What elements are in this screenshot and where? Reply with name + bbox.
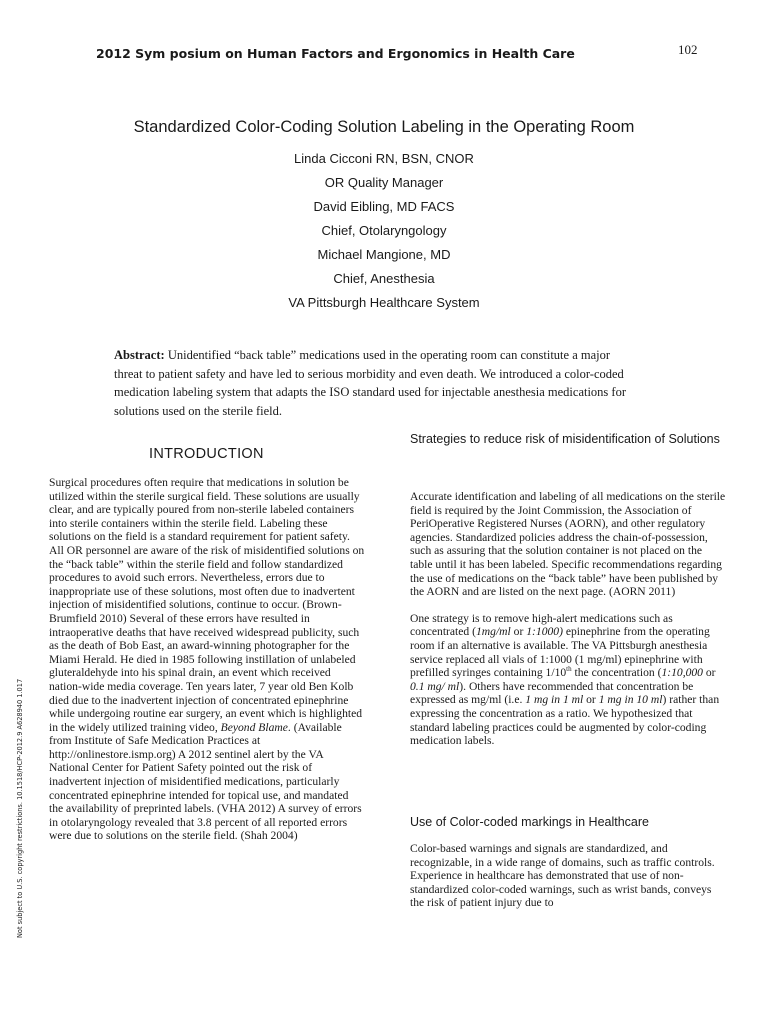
text-run: 1 mg in 10 ml <box>598 693 663 707</box>
text-run: or <box>510 625 527 639</box>
right-column-lower <box>410 842 726 923</box>
superscript: th <box>566 665 572 674</box>
introduction-paragraph <box>49 476 365 843</box>
author-line: VA Pittsburgh Healthcare System <box>288 295 480 310</box>
author-line: David Eibling, MD FACS <box>313 199 455 214</box>
left-column <box>49 476 365 856</box>
text-run: epinephrine from the operating room if an alternative is available. The VA Pittsburgh anesthesia service replaced all vials of 1:1000 (1 mg/ml) epinephrine with prefilled syringes containing 1/10 <box>410 625 710 680</box>
text-run: 1mg/ml <box>475 625 511 639</box>
text-run: 1:10,000 <box>661 666 703 680</box>
running-head: 2012 Sym posium on Human Factors and Ergonomics in Health Care <box>96 46 575 61</box>
paper-title: Standardized Color-Coding Solution Labeling in the Operating Room <box>133 118 635 136</box>
author-line: Chief, Anesthesia <box>333 271 435 286</box>
text-run: Surgical procedures often require that medications in solution be utilized within the sterile surgical field. These solutions are usually clear, and are typically poured from non-sterile labeled containers into sterile containers within the sterile field. Labeling these solutions on the field is a standard requirement for patient safety. All OR personnel are aware of the risk of misidentified solutions on the “back table” within the sterile field and follow standardized procedures to avoid such errors. Nevertheless, errors due to inappropriate use of these solutions, most often due to inadvertent injection of misidentified solutions, continue to occur. (Brown-Brumfield 2010) Several of these errors have resulted in intraoperative deaths that have received widespread publicity, such as the death of Bob East, an award-winning photographer for the Miami Herald. He died in 1985 following instillation of unlabeled gluteraldehyde into his spinal drain, an event which received nation-wide media coverage. Ten years later, 7 year old Ben Kolb died due to the inadvertent injection of concentrated epinephrine while undergoing routine ear surgery, an event which is highlighted in the widely utilized training video, <box>49 476 365 734</box>
text-run: or <box>583 693 599 707</box>
text-run: 1 mg in 1 ml <box>525 693 584 707</box>
page-number: 102 <box>678 42 698 57</box>
author-line: Linda Cicconi RN, BSN, CNOR <box>294 151 474 166</box>
abstract-label: Abstract: <box>114 348 165 362</box>
introduction-heading: INTRODUCTION <box>149 446 264 462</box>
text-run: 0.1 mg/ ml <box>410 679 460 693</box>
text-run: or <box>702 666 716 680</box>
abstract-text: Unidentified “back table” medications used in the operating room can constitute a major threat to patient safety and have led to serious morbidity and even death. We introduced a color-coded medication labeling system that adapts the ISO standard used for injectable anesthesia medications for solutions used on the sterile field. <box>114 348 626 418</box>
color-coded-paragraph: Color-based warnings and signals are standardized, and recognizable, in a wide range of domains, such as traffic controls. Experience in healthcare has demonstrated that use of non-standardized color-coded warnings, such as wrist bands, conveys the risk of patient injury due to <box>410 842 715 910</box>
right-column <box>410 490 726 761</box>
abstract <box>114 346 634 420</box>
strategies-heading: Strategies to reduce risk of misidentification of Solutions <box>410 432 720 446</box>
author-line: OR Quality Manager <box>324 175 444 190</box>
strategies-paragraph-1: Accurate identification and labeling of all medications on the sterile field is required by the Joint Commission, the Association of PeriOperative Registered Nurses (AORN), and other regulatory agencies. Standardized policies address the chain-of-possession, such as assuring that the solution container is not placed on the table until it has been labeled. Specific recommendations regarding the use of medications on the “back table” have been published by the AORN and are listed on the next page. (AORN 2011) <box>410 490 726 599</box>
strategies-paragraph-2 <box>410 612 726 748</box>
text-run: 1:1000) <box>526 625 563 639</box>
copyright-side-note: Not subject to U.S. copyright restrictions. 10.1518/HCP-2012.9 A628940 1.017 <box>16 678 24 938</box>
author-line: Michael Mangione, MD <box>317 247 451 262</box>
text-run: ) rather than expressing the concentration as a ratio. We hypothesized that standard labeling practices could be augmented by color-coding medication labels. <box>410 693 720 748</box>
color-coded-heading: Use of Color-coded markings in Healthcare <box>410 815 649 829</box>
text-run: . (Available from Institute of Safe Medication Practices at http://onlinestore.ismp.org) A 2012 sentinel alert by the VA National Center for Patient Safety pointed out the risk of inadvertent injection of misidentified medications, particularly concentrated epinephrine intended for topical use, and mandated the availability of preprinted labels. (VHA 2012) A survey of errors in otolaryngology revealed that 3.8 percent of all reported errors were due to solutions on the sterile field. (Shah 2004) <box>49 720 362 843</box>
author-line: Chief, Otolaryngology <box>321 223 447 238</box>
text-run: the concentration ( <box>571 666 662 680</box>
text-run: ). Others have recommended that concentration be expressed as mg/ml (i.e. <box>410 679 694 707</box>
text-run: One strategy is to remove high-alert medications such as concentrated ( <box>410 611 673 639</box>
video-title: Beyond Blame <box>220 720 288 734</box>
author-block <box>0 150 768 318</box>
